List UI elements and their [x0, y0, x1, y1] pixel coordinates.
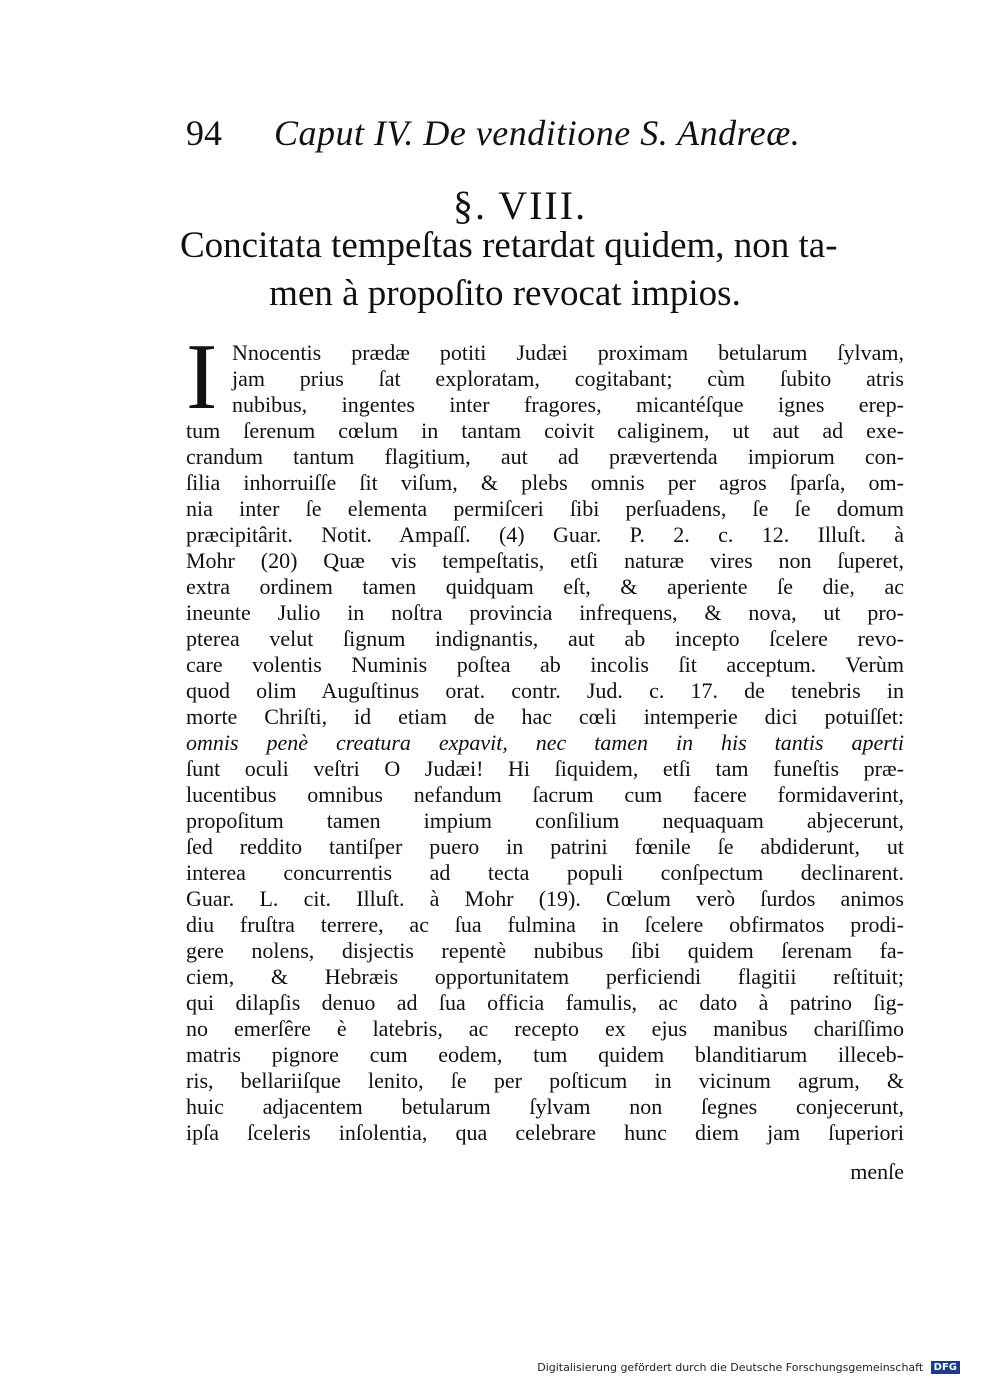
text-line: Nnocentis prædæ potiti Judæi proximam betularum ſylvam, [232, 340, 904, 365]
text-line: ineunte Julio in noſtra provincia infrequens, & nova, ut pro- [186, 600, 904, 625]
text-line: ſunt oculi veſtri O Judæi! Hi ſiquidem, etſi tam funeſtis præ- [186, 756, 904, 781]
dfg-logo: DFG [931, 1361, 960, 1374]
running-header [186, 112, 846, 156]
text-line: Guar. L. cit. Illuſt. à Mohr (19). Cœlum verò ſurdos animos [186, 886, 904, 911]
text-line: gere nolens, disjectis repentè nubibus ſibi quidem ſerenam fa- [186, 938, 904, 963]
text-line: no emerſêre è latebris, ac recepto ex ejus manibus chariſſimo [186, 1016, 904, 1041]
text-line: ſilia inhorruiſſe ſit viſum, & plebs omnis per agros ſparſa, om- [186, 470, 904, 495]
text-line: quod olim Auguſtinus orat. contr. Jud. c. 17. de tenebris in [186, 678, 904, 703]
text-line: matris pignore cum eodem, tum quidem blanditiarum illeceb- [186, 1042, 904, 1067]
text-line: ris, bellariiſque lenito, ſe per poſticum in vicinum agrum, & [186, 1068, 904, 1093]
text-line: ciem, & Hebræis opportunitatem perficiendi flagitii reſtituit; [186, 964, 904, 989]
text-line: care volentis Numinis poſtea ab incolis ſit acceptum. Verùm [186, 652, 904, 677]
section-heading-line: men à propoſito revocat impios. [269, 273, 741, 314]
text-line: diu fruſtra terrere, ac ſua fulmina in ſcelere obfirmatos prodi- [186, 912, 904, 937]
text-line-italic: omnis penè creatura expavit, nec tamen in his tantis aperti [186, 730, 904, 755]
text-line: propoſitum tamen impium conſilium nequaquam abjecerunt, [186, 808, 904, 833]
text-line: crandum tantum flagitium, aut ad prævertenda impiorum con- [186, 444, 904, 469]
section-heading [180, 222, 838, 318]
text-line: pterea velut ſignum indignantis, aut ab incepto ſcelere revo- [186, 626, 904, 651]
text-line: interea concurrentis ad tecta populi conſpectum declinarent. [186, 860, 904, 885]
body-text [186, 340, 904, 1146]
text-line: Mohr (20) Quæ vis tempeſtatis, etſi naturæ vires non ſuperet, [186, 548, 904, 573]
text-line: jam prius ſat exploratam, cogitabant; cùm ſubito atris [232, 366, 904, 391]
text-line: ipſa ſceleris inſolentia, qua celebrare hunc diem jam ſuperiori [186, 1120, 904, 1145]
page-number: 94 [186, 113, 222, 153]
section-heading-line: Concitata tempeſtas retardat quidem, non ta- [180, 225, 838, 266]
credit-text: Digitalisierung gefördert durch die Deutsche Forschungsgemeinschaft [537, 1360, 924, 1374]
text-line: morte Chriſti, id etiam de hac cœli intemperie dici potuiſſet: [186, 704, 904, 729]
text-line: nubibus, ingentes inter fragores, micantéſque ignes erep- [232, 392, 904, 417]
text-line: nia inter ſe elementa permiſceri ſibi perſuadens, ſe ſe domum [186, 496, 904, 521]
text-line: huic adjacentem betularum ſylvam non ſegnes conjecerunt, [186, 1094, 904, 1119]
drop-cap: I [186, 338, 218, 416]
text-line: tum ſerenum cœlum in tantam coivit caliginem, ut aut ad exe- [186, 418, 904, 443]
catchword: menſe [850, 1159, 904, 1184]
text-line: extra ordinem tamen quidquam eſt, & aperiente ſe die, ac [186, 574, 904, 599]
text-line: lucentibus omnibus nefandum ſacrum cum facere formidaverint, [186, 782, 904, 807]
text-line: ſed reddito tantiſper puero in patrini fœnile ſe abdiderunt, ut [186, 834, 904, 859]
text-line: qui dilapſis denuo ad ſua officia famulis, ac dato à patrino ſig- [186, 990, 904, 1015]
section-mark: §. VIII. [452, 183, 588, 228]
digitization-credit [537, 1361, 960, 1375]
running-title: Caput IV. De venditione S. Andreæ. [274, 113, 801, 153]
text-line: præcipitârit. Notit. Ampaſſ. (4) Guar. P. 2. c. 12. Illuſt. à [186, 522, 904, 547]
